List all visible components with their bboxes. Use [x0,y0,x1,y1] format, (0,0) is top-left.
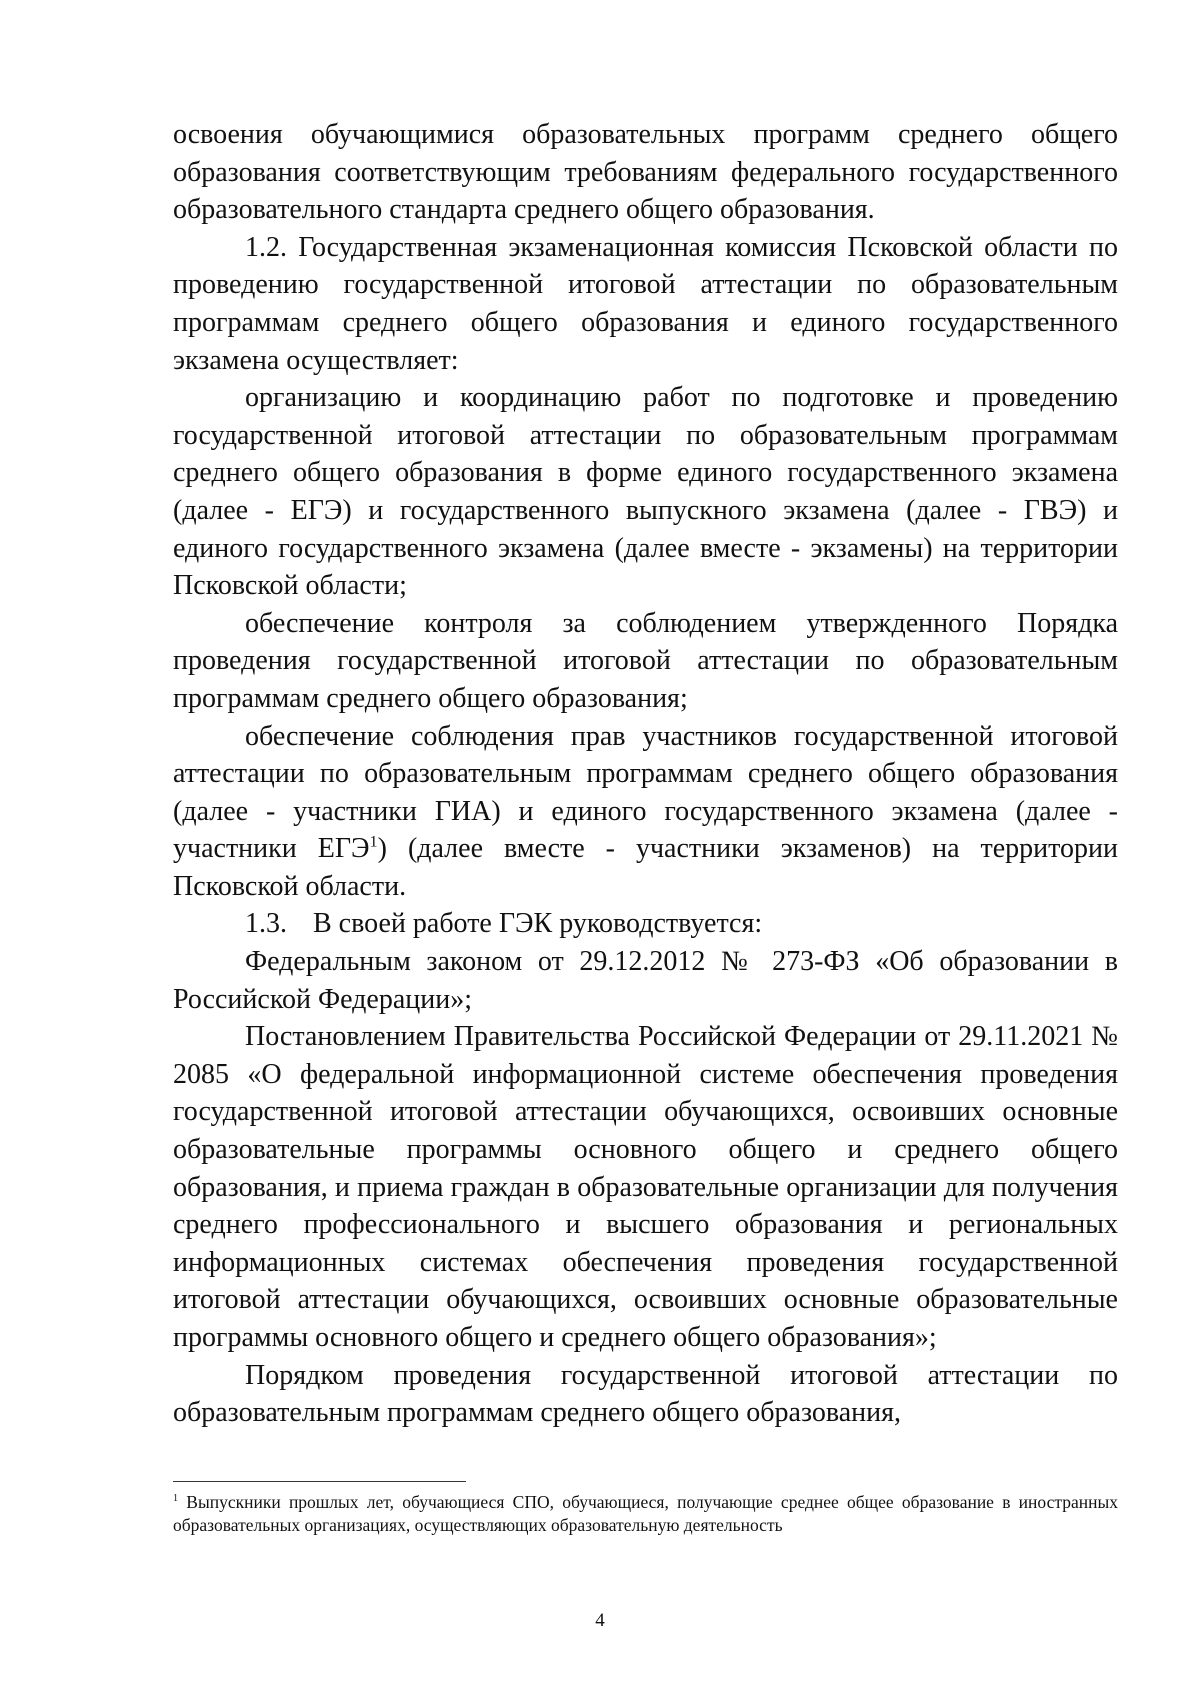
paragraph-procedure: Порядком проведения государственной итоговой аттестации по образовательным программам среднего общего образования, [173,1359,1118,1429]
document-body [173,116,1118,1432]
footnote-marker: 1 [173,1493,179,1505]
paragraph-control: обеспечение контроля за соблюдением утвержденного Порядка проведения государственной итоговой аттестации по образовательным программам среднего общего образования; [173,607,1118,714]
section-number: 1.3. [245,908,287,940]
paragraph-1-2: 1.2. Государственная экзаменационная комиссия Псковской области по проведению государственной итоговой аттестации по образовательным программам среднего общего образования и единого государственного экзамена осуществляет: [173,231,1118,376]
paragraph-rights-text-a: обеспечение соблюдения прав участников государственной итоговой аттестации по образовательным программам среднего общего образования (далее - участники ГИА) и единого государственного экзамена (далее - участники ЕГЭ [173,720,1118,865]
footnote-text: Выпускники прошлых лет, обучающиеся СПО, обучающиеся, получающие среднее общее образование в иностранных образовательных организациях, осуществляющих образовательную деятельность [173,1492,1118,1535]
paragraph-rights-text-b: ) (далее вместе - участники экзаменов) на территории Псковской области. [173,833,1118,902]
paragraph-1-3 [173,905,1118,943]
footnote [173,1491,1118,1537]
paragraph-rights [173,718,1118,906]
section-heading-text: В своей работе ГЭК руководствуется: [313,908,763,940]
paragraph-continuation: освоения обучающимися образовательных программ среднего общего образования соответствующим требованиям федерального государственного образовательного стандарта среднего общего образования. [173,119,1118,226]
footnote-paragraph [173,1491,1118,1537]
footnote-separator [173,1481,466,1482]
paragraph-federal-law: Федеральным законом от 29.12.2012 № 273-ФЗ «Об образовании в Российской Федерации»; [173,946,1118,1015]
paragraph-government-resolution: Постановлением Правительства Российской Федерации от 29.11.2021 № 2085 «О федеральной информационной системе обеспечения проведения государственной итоговой аттестации обучающихся, освоивших основные образовательные программы основного общего и среднего общего образования, и приема граждан в образовательные организации для получения среднего профессионального и высшего образования и региональных информационных системах обеспечения проведения государственной итоговой аттестации обучающихся, освоивших основные образовательные программы основного общего и среднего общего образования»; [173,1021,1118,1353]
paragraph-organization: организацию и координацию работ по подготовке и проведению государственной итоговой аттестации по образовательным программам среднего общего образования в форме единого государственного экзамена (далее - ЕГЭ) и государственного выпускного экзамена (далее - ГВЭ) и единого государственного экзамена (далее вместе - экзамены) на территории Псковской области; [173,382,1118,602]
page-number: 4 [595,1610,605,1631]
footnote-reference: 1 [369,832,378,851]
